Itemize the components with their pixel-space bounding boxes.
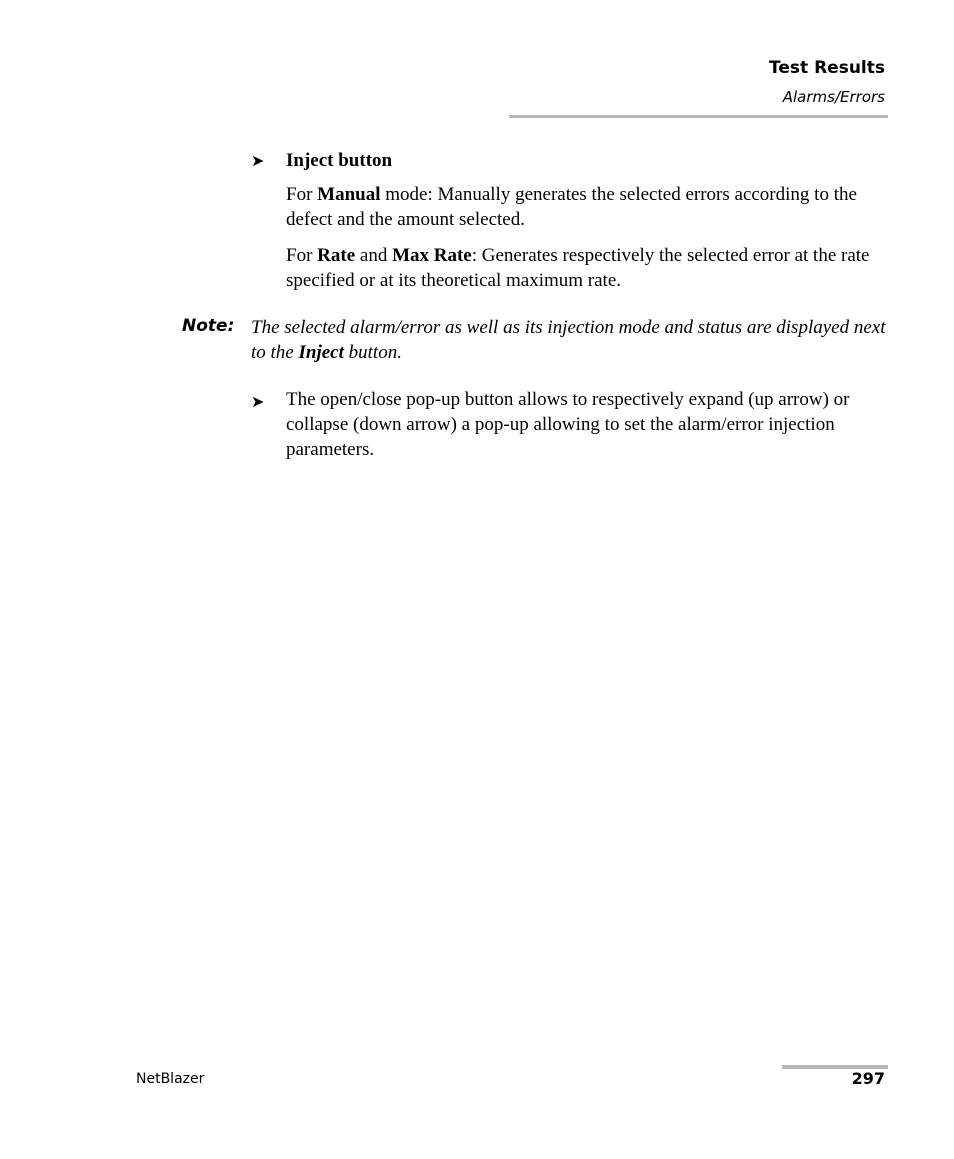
page-header-title: Test Results <box>769 58 885 78</box>
page-number: 297 <box>851 1069 885 1088</box>
note-label: Note: <box>182 316 235 336</box>
footer-product-name: NetBlazer <box>136 1071 205 1087</box>
page-header-subtitle: Alarms/Errors <box>782 88 885 106</box>
inject-button-heading: Inject button <box>286 150 393 171</box>
note-text: The selected alarm/error as well as its injection mode and status are displayed next to the Inject button. <box>251 317 886 363</box>
header-divider <box>509 115 888 118</box>
manual-mode-paragraph: For Manual mode: Manually generates the selected errors according to the defect and the amount selected. <box>286 184 857 230</box>
rate-mode-paragraph: For Rate and Max Rate: Generates respectively the selected error at the rate specified or at its theoretical maximum rate. <box>286 245 870 291</box>
arrow-bullet-icon: ➤ <box>251 392 265 411</box>
popup-button-paragraph: The open/close pop-up button allows to respectively expand (up arrow) or collapse (down arrow) a pop-up allowing to set the alarm/error injection parameters. <box>286 389 850 460</box>
arrow-bullet-icon: ➤ <box>251 151 265 170</box>
